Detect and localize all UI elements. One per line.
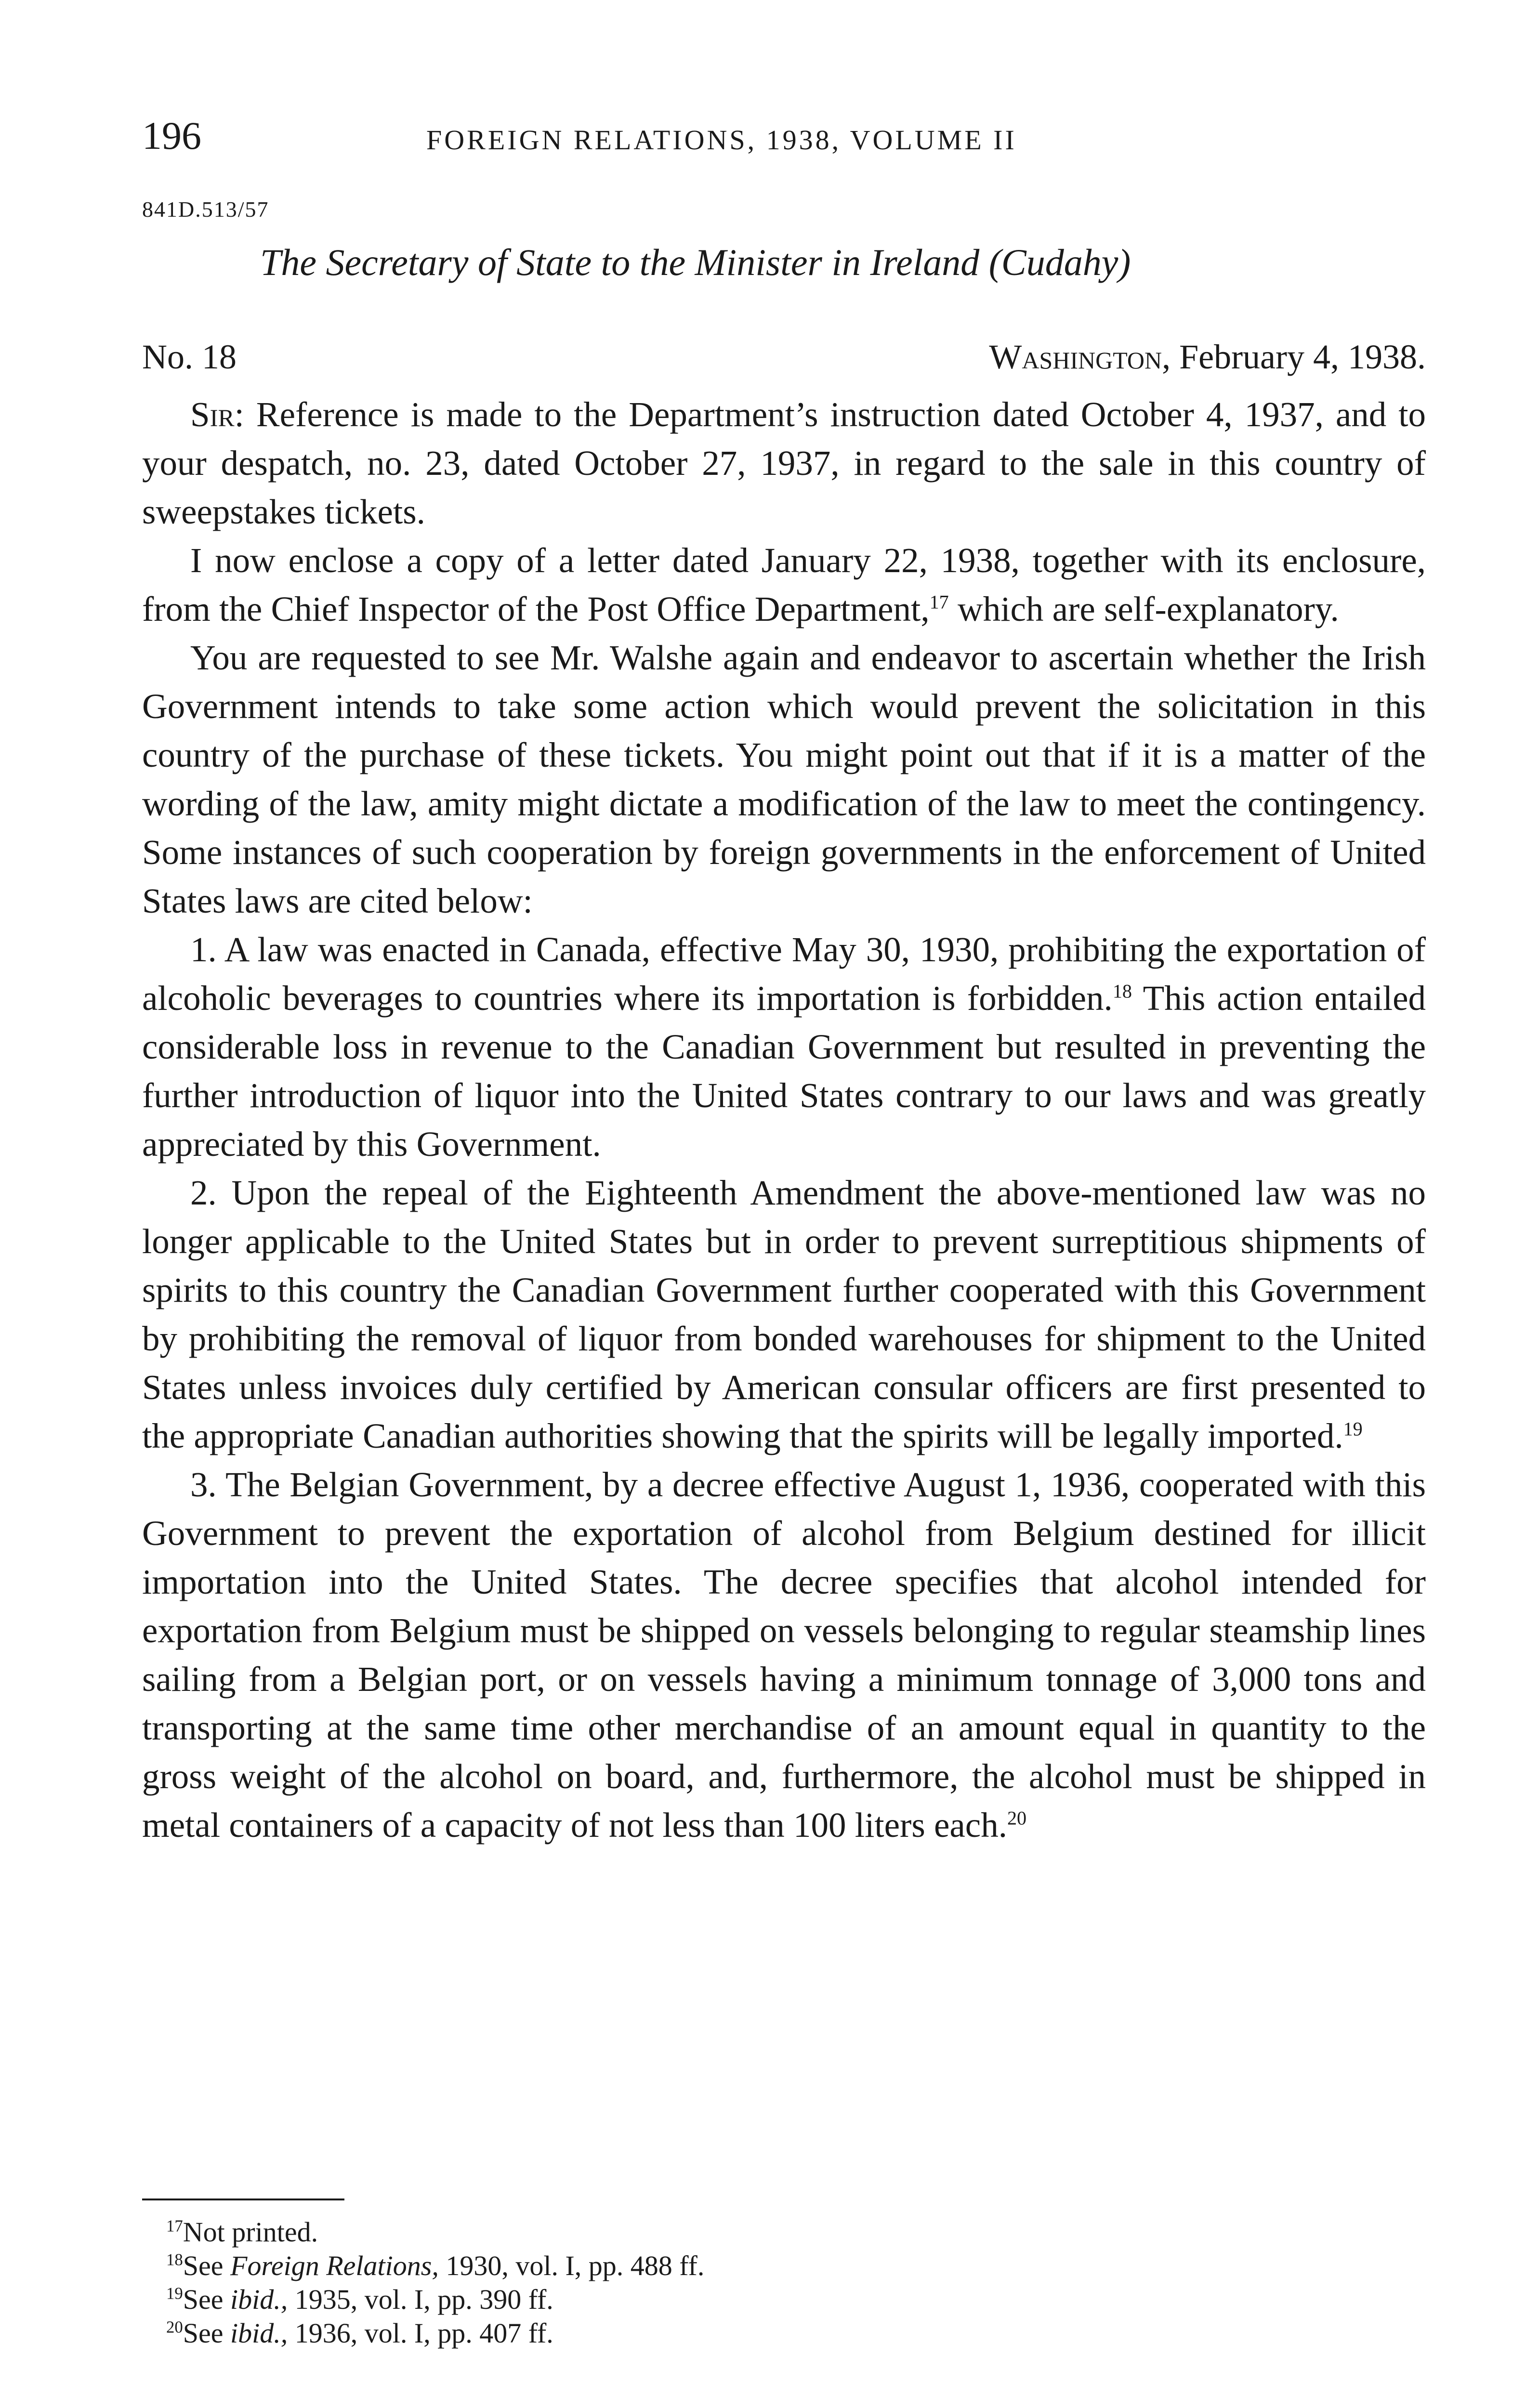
- running-head: FOREIGN RELATIONS, 1938, VOLUME II: [426, 124, 1017, 156]
- footnote-citation: ibid.,: [230, 2284, 288, 2315]
- footnote-text: See: [183, 2317, 231, 2349]
- footnote-citation: Foreign Relations,: [230, 2250, 439, 2281]
- footnote-text: 1935, vol. I, pp. 390 ff.: [288, 2284, 553, 2315]
- footnote-text: 1936, vol. I, pp. 407 ff.: [288, 2317, 553, 2349]
- paragraph-2-text-a: I now enclose a copy of a letter dated January 22, 1938, together with its enclosure, from the Chief Inspector of the Post Office Department,: [142, 541, 1426, 628]
- footnote-20: [166, 2316, 1081, 2350]
- footnote-18: [166, 2249, 1081, 2283]
- paragraph-5-text: 2. Upon the repeal of the Eighteenth Amendment the above-mentioned law was no longer applicable to the United States but in order to prevent surreptitious shipments of spirits to this country the Canadian Government further cooperated with this Government by prohibiting the removal of liquor from bonded warehouses for shipment to the United States unless invoices duly certified by American consular officers are first presented to the appropriate Canadian authorities showing that the spirits will be legally imported.: [142, 1173, 1426, 1455]
- footnote-text: Not printed.: [183, 2216, 318, 2248]
- paragraph-1: [142, 390, 1426, 536]
- footnote-number: 19: [166, 2284, 183, 2303]
- letter-body: [142, 390, 1426, 1849]
- footnote-ref-19: 19: [1343, 1418, 1363, 1440]
- paragraph-4-text-b: This action entailed considerable loss in revenue to the Canadian Government but resulted in preventing the further introduction of liquor into the United States contrary to our laws and was greatly appreciated by this Government.: [142, 979, 1426, 1164]
- footnote-number: 18: [166, 2250, 183, 2269]
- paragraph-5: [142, 1168, 1426, 1460]
- page-header: [142, 113, 1443, 171]
- salutation: Sir:: [190, 395, 244, 434]
- footnote-divider: [142, 2199, 344, 2200]
- footnote-number: 20: [166, 2317, 183, 2337]
- footnote-ref-17: 17: [929, 591, 949, 613]
- footnote-text: 1930, vol. I, pp. 488 ff.: [438, 2250, 705, 2281]
- paragraph-3: You are requested to see Mr. Walshe again and endeavor to ascertain whether the Irish Government intends to take some action which would prevent the solicitation in this country of the purchase of these tickets. You might point out that if it is a matter of the wording of the law, amity might dictate a modification of the law to meet the contingency. Some instances of such cooperation by foreign governments in the enforcement of United States laws are cited below:: [142, 638, 1426, 920]
- paragraph-1-text: Reference is made to the Department’s instruction dated October 4, 1937, and to your despatch, no. 23, dated October 27, 1937, in regard to the sale in this country of sweepstakes tickets.: [142, 395, 1426, 531]
- footnote-text: See: [183, 2284, 231, 2315]
- paragraph-6: [142, 1460, 1426, 1849]
- footnote-19: [166, 2283, 1081, 2316]
- footnote-citation: ibid.,: [230, 2317, 288, 2349]
- footnotes: [166, 2215, 1081, 2350]
- footnote-text: See: [183, 2250, 231, 2281]
- paragraph-2: [142, 536, 1426, 633]
- footnote-number: 17: [166, 2216, 183, 2236]
- paragraph-2-text-b: which are self-explanatory.: [948, 589, 1339, 628]
- footnote-ref-18: 18: [1112, 980, 1132, 1002]
- place-and-date: [989, 337, 1426, 377]
- place: Washington,: [989, 338, 1171, 376]
- paragraph-4-text-a: 1. A law was enacted in Canada, effective May 30, 1930, prohibiting the exportation of alcoholic beverages to countries where its importation is forbidden.: [142, 930, 1426, 1018]
- document-title: The Secretary of State to the Minister in Ireland (Cudahy): [260, 241, 1131, 283]
- file-number: 841D.513/57: [142, 197, 269, 222]
- document-number: No. 18: [142, 338, 237, 376]
- date: February 4, 1938.: [1179, 338, 1426, 376]
- page-number: 196: [142, 114, 201, 157]
- paragraph-4: [142, 925, 1426, 1168]
- footnote-17: [166, 2215, 1081, 2249]
- footnote-ref-20: 20: [1007, 1807, 1027, 1829]
- paragraph-6-text: 3. The Belgian Government, by a decree effective August 1, 1936, cooperated with this Government to prevent the exportation of alcohol from Belgium destined for illicit importation into the United States. The decree specifies that alcohol intended for exportation from Belgium must be shipped on vessels belonging to regular steamship lines sailing from a Belgian port, or on vessels having a minimum tonnage of 3,000 tons and transporting at the same time other merchandise of an amount equal in quantity to the gross weight of the alcohol on board, and, furthermore, the alcohol must be shipped in metal containers of a capacity of not less than 100 liters each.: [142, 1465, 1426, 1845]
